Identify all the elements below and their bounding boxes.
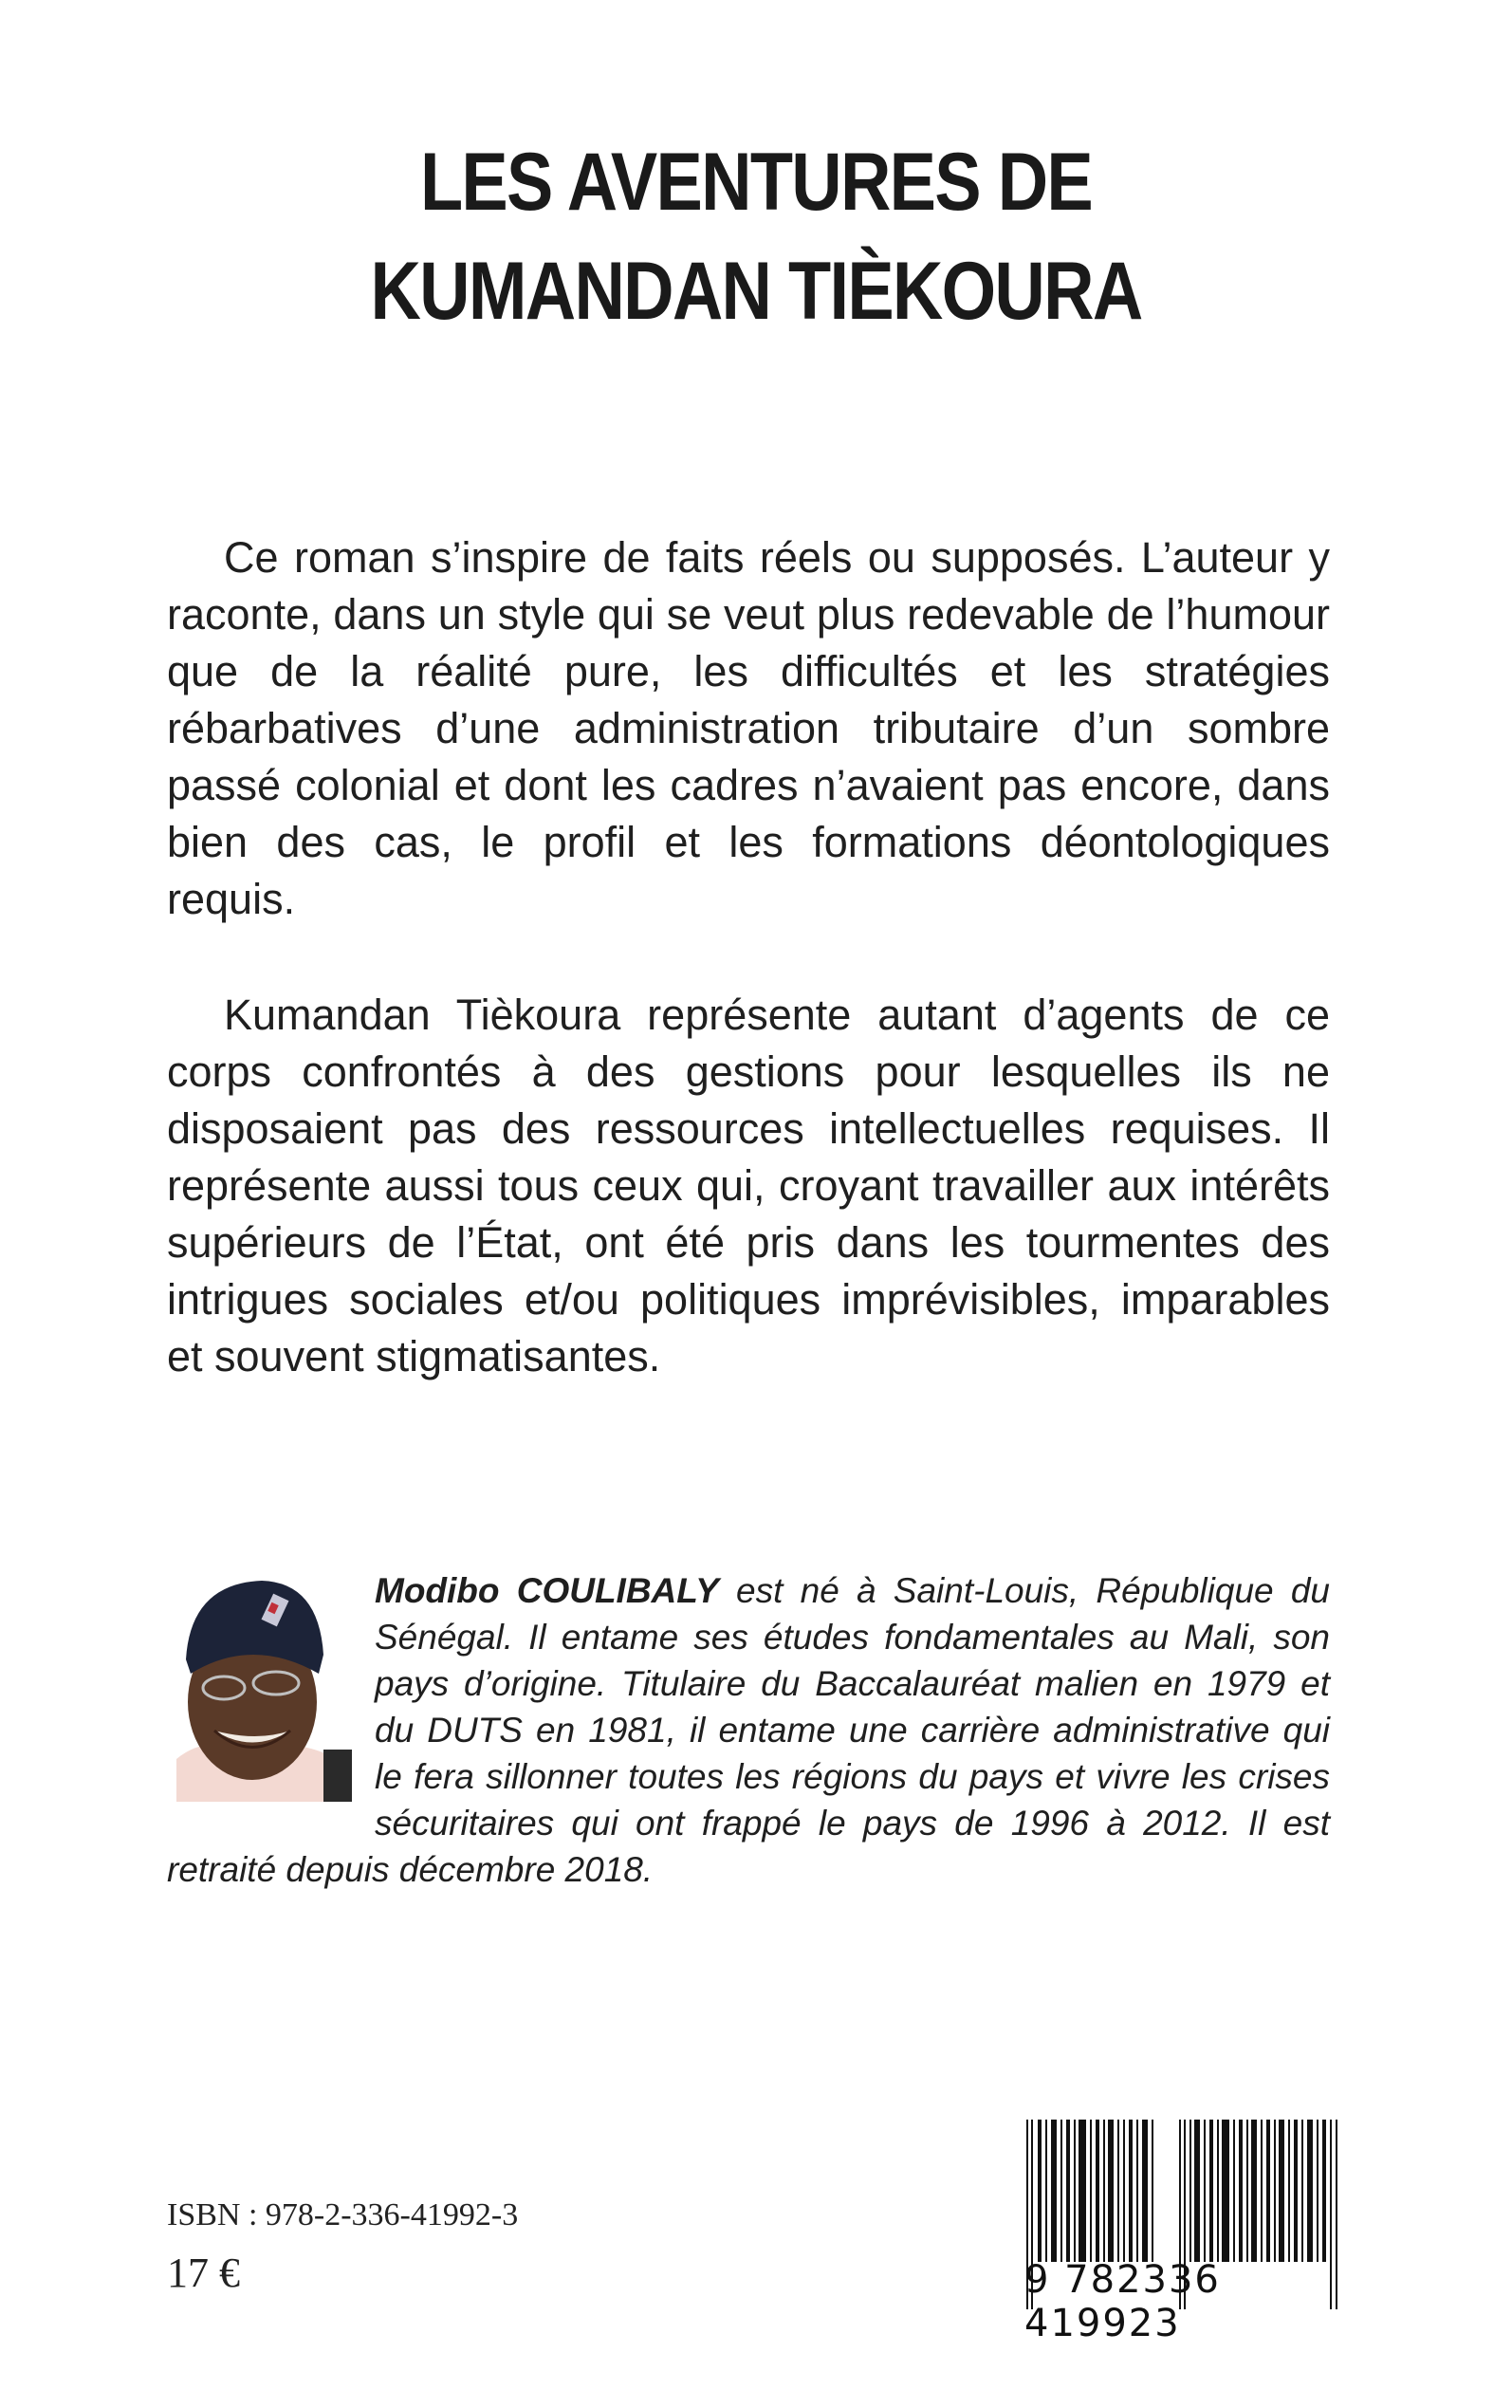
author-bio — [167, 1567, 1330, 1893]
author-portrait-icon — [167, 1569, 352, 1802]
isbn: ISBN : 978-2-336-41992-3 — [167, 2197, 519, 2232]
title-line-2: KUMANDAN TIÈKOURA — [370, 246, 1142, 337]
barcode-digits: 9 782336 419923 — [1024, 2258, 1221, 2345]
author-bio-text: est né à Saint-Louis, République du Sénégal. Il entame ses études fondamentales au Mali, son pays d’origine. Titulaire du Baccalauréat malien en 1979 et du DUTS en 1981, il entame une carrière administrative qui le fera sillonner toutes les régions du pays et vivre les crises sécuritaires qui ont frappé le pays de 1996 à 2012. Il est retraité depuis décembre 2018. — [167, 1571, 1330, 1889]
blurb-text-2: Kumandan Tièkoura représente autant d’agents de ce corps confrontés à des gestions pour lesquelles ils ne disposaient pas des ressources intellectuelles requises. Il représente aussi tous ceux qui, croyant travailler aux intérêts supérieurs de l’État, ont été pris dans les tourmentes des intrigues sociales et/ou politiques imprévisibles, imparables et souvent stigmatisantes. — [167, 991, 1330, 1380]
blurb-paragraph-1 — [167, 529, 1330, 928]
blurb-text-1: Ce roman s’inspire de faits réels ou supposés. L’auteur y raconte, dans un style qui se veut plus redevable de l’humour que de la réalité pure, les difficultés et les stratégies rébarbatives d’une administration tributaire d’un sombre passé colonial et dont les cadres n’avaient pas encore, dans bien des cas, le profil et les formations déontologiques requis. — [167, 533, 1330, 923]
book-title — [106, 128, 1407, 346]
blurb-paragraph-2 — [167, 987, 1330, 1385]
author-photo — [167, 1569, 352, 1802]
author-name: Modibo COULIBALY — [375, 1571, 719, 1610]
price: 17 € — [167, 2250, 240, 2296]
title-line-1: LES AVENTURES DE — [419, 137, 1093, 228]
